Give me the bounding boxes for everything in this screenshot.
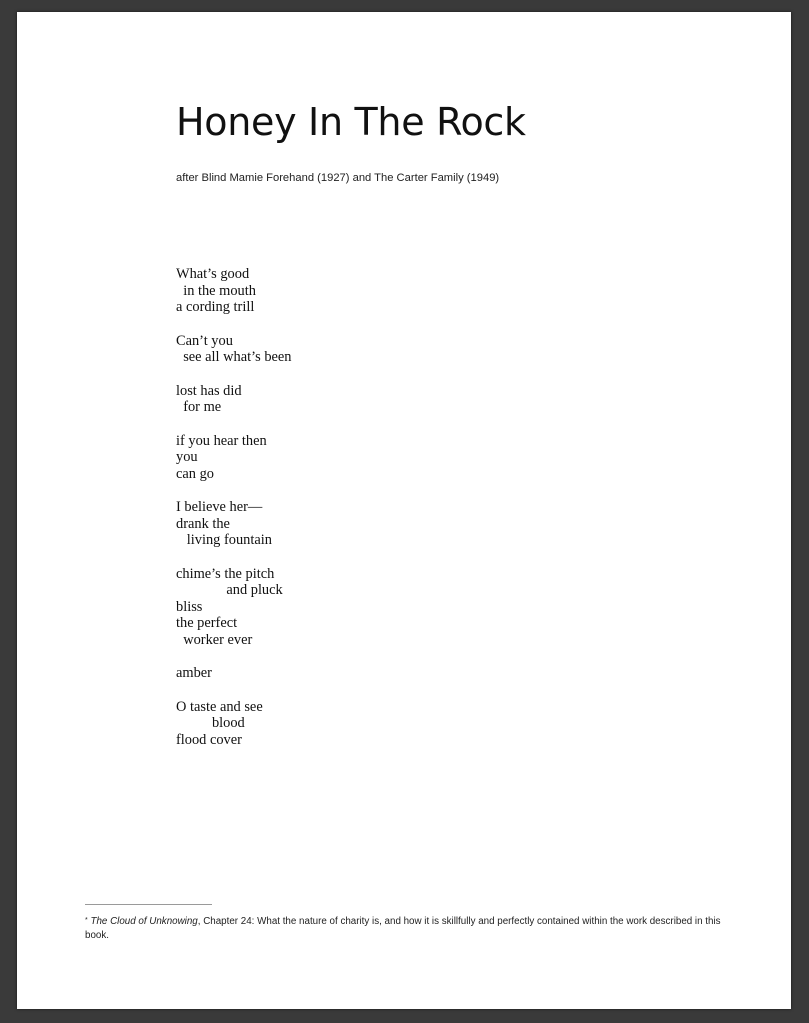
stanza — [176, 699, 576, 749]
poem-line: O taste and see — [176, 698, 263, 715]
poem-line: for me — [176, 399, 222, 415]
poem-title: Honey In The Rock — [176, 100, 526, 144]
poem-line: flood cover — [176, 731, 242, 748]
poem-line: a cording trill — [176, 299, 255, 315]
poem-line: What’s good — [176, 266, 250, 282]
footnote-divider — [85, 904, 212, 905]
poem-line: lost has did — [176, 382, 242, 399]
footnote-marker: * — [85, 917, 88, 924]
poem-line: blood — [176, 715, 245, 731]
poem-line: see all what’s been — [176, 349, 292, 365]
poem-line: and pluck — [176, 582, 283, 598]
poem-line: in the mouth — [176, 282, 256, 299]
stanza — [176, 333, 576, 366]
stanza — [176, 665, 576, 682]
document-page — [17, 12, 791, 1009]
poem-line: you — [176, 449, 198, 465]
poem-subtitle: after Blind Mamie Forehand (1927) and The Carter Family (1949) — [176, 172, 500, 184]
poem-line: chime’s the pitch — [176, 565, 275, 582]
poem-line: amber — [176, 665, 212, 681]
poem-line: can go — [176, 465, 214, 482]
footnote-text: , Chapter 24: What the nature of charity is, and how it is skillfully and perfectly contained within the work described in this book. — [85, 916, 721, 941]
poem-line: bliss — [176, 598, 203, 615]
poem-line: living fountain — [176, 532, 272, 548]
poem-line: worker ever — [176, 631, 253, 648]
footnote — [85, 915, 725, 943]
poem-body — [176, 266, 576, 765]
poem-line: Can’t you — [176, 332, 233, 349]
poem-line: drank the — [176, 515, 230, 532]
stanza — [176, 266, 576, 316]
poem-line: if you hear then — [176, 432, 267, 449]
stanza — [176, 566, 576, 649]
poem-line: the perfect — [176, 615, 238, 631]
stanza — [176, 499, 576, 549]
stanza — [176, 383, 576, 416]
footnote-work-title: The Cloud of Unknowing — [90, 916, 198, 927]
stanza — [176, 433, 576, 483]
poem-line: I believe her— — [176, 499, 263, 515]
